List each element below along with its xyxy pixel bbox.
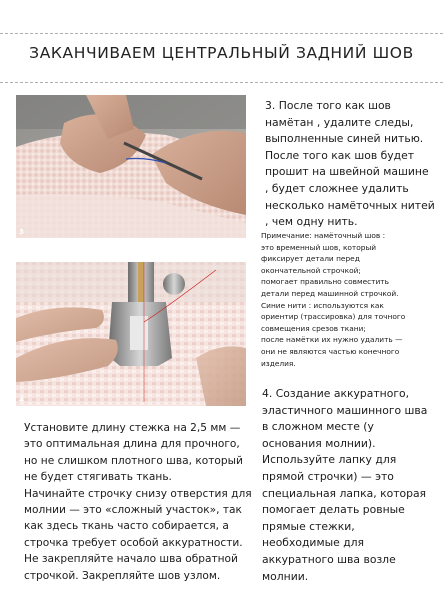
step3-line: выполненные синей нитью.: [265, 132, 424, 146]
instructions-line: Установите длину стежка на 2,5 мм —: [24, 422, 241, 434]
instructions-line: не будет стягивать ткань.: [24, 471, 172, 484]
instructions-text: [24, 420, 252, 584]
step3-line: После того как шов будет: [265, 148, 415, 162]
note-line: фиксирует детали перед: [261, 254, 360, 264]
step3-text: [265, 98, 435, 231]
bottom-dashed-divider: [0, 82, 443, 83]
note-line: Синие нити : используются как: [261, 300, 384, 310]
note-line: ориентир (трассировка) для точного: [261, 312, 406, 322]
photo-number-3: 3: [19, 228, 24, 236]
photo-removing-basting: [16, 95, 246, 238]
instructions-line: молнии — это «сложный участок», так: [24, 504, 242, 517]
step3-line: , чем одну нить.: [265, 215, 358, 229]
step4-line: в сложном месте (у: [262, 420, 374, 434]
step4-line: специальная лапка, которая: [262, 486, 427, 500]
instructions-line: Не закрепляйте начало шва обратной: [24, 553, 238, 566]
note-line: совмещения срезов ткани;: [261, 323, 366, 333]
step4-line: прямой строчки) — это: [262, 469, 394, 483]
step3-line: несколько намёточных нитей: [265, 198, 435, 212]
note-line: после намётки их нужно удалить —: [261, 335, 403, 345]
photo-removing-basting-image: [16, 95, 246, 238]
step3-line: 3. После того как шов: [265, 99, 391, 112]
step4-line: помогает делать ровные: [262, 503, 405, 517]
note-line: детали перед машинной строчкой.: [261, 288, 399, 298]
step4-line: 4. Создание аккуратного,: [262, 387, 410, 400]
step4-line: молнии.: [262, 569, 309, 583]
instructions-line: как здесь ткань часто собирается, а: [24, 520, 229, 533]
instructions-line: строчкой. Закрепляйте шов узлом.: [24, 569, 221, 582]
step4-text: [262, 386, 427, 585]
photo-machine-stitching-image: [16, 262, 246, 406]
instructions-line: Начинайте строчку снизу отверстия для: [24, 487, 252, 500]
instructions-line: это оптимальная длина для прочного,: [24, 438, 240, 451]
instructions-line: но не слишком плотного шва, который: [24, 454, 243, 467]
note-line: они не являются частью конечного: [261, 346, 400, 356]
photo-number-4: 4: [19, 396, 24, 404]
top-dashed-divider: [0, 33, 443, 34]
step4-line: необходимые для: [262, 536, 365, 550]
step4-line: основания молнии).: [262, 436, 376, 450]
note-line: это временный шов, который: [261, 242, 377, 252]
note-line: Примечание: намёточный шов :: [261, 231, 386, 240]
note-line: окончательной строчкой;: [261, 265, 361, 275]
note-line: помогает правильно совместить: [261, 277, 389, 287]
step3-line: , будет сложнее удалить: [265, 181, 409, 195]
step4-line: Используйте лапку для: [262, 453, 397, 467]
step3-line: намётан , удалите следы,: [265, 115, 414, 129]
photo-machine-stitching: [16, 262, 246, 406]
step3-line: прошит на швейной машине: [265, 165, 429, 179]
note-line: изделия.: [261, 358, 296, 368]
step4-line: эластичного машинного шва: [262, 403, 428, 417]
instructions-line: строчка требует особой аккуратности.: [24, 536, 243, 549]
page-title: ЗАКАНЧИВАЕМ ЦЕНТРАЛЬНЫЙ ЗАДНИЙ ШОВ: [29, 44, 414, 62]
step3-note: [261, 230, 405, 369]
step4-line: прямые стежки,: [262, 519, 355, 533]
step4-line: аккуратного шва возле: [262, 552, 396, 566]
